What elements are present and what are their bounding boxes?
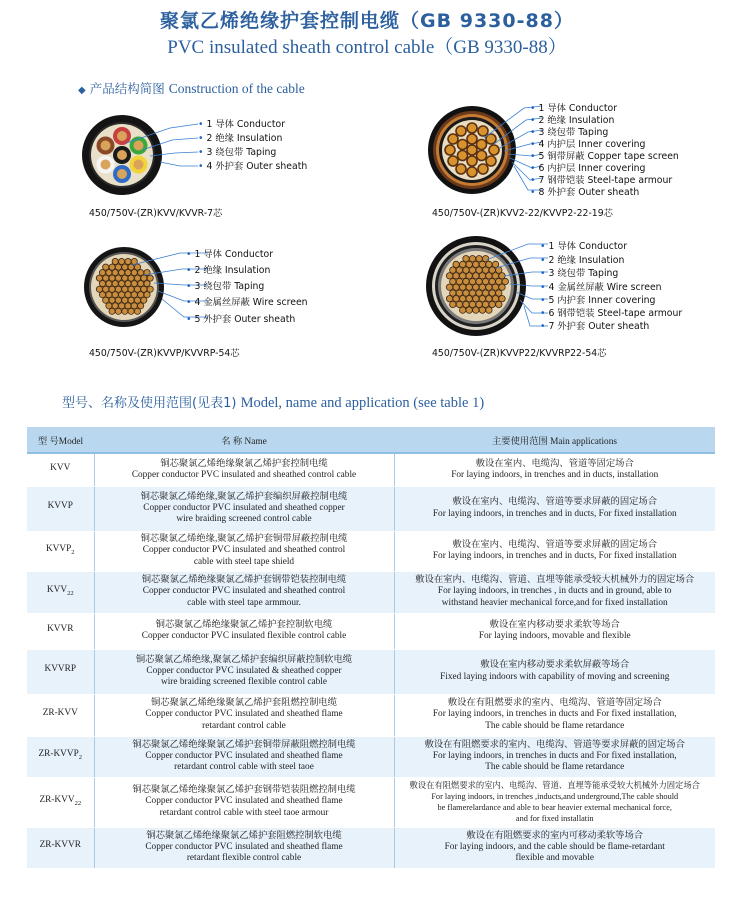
header-application: 主要使用范围 Main applications	[394, 427, 715, 453]
model-cell: $KVVP_2$	[27, 531, 94, 571]
name-cell: 铜芯聚氯乙烯绝缘聚氯乙烯护套控制电缆 Copper conductor PVC insulated and sheathed control cable	[94, 453, 394, 486]
model-cell: KVVR	[27, 613, 94, 649]
name-cell: 铜芯聚氯乙烯绝缘,聚氯乙烯护套编织屏蔽控制软电缆 Copper conductor PVC insulated & sheathed copper wire braiding screened flexible control cable	[94, 649, 394, 694]
cable2-label-4: • 4 内护层 Inner covering	[530, 139, 646, 150]
application-cell: 敷设在有阻燃要求的室内可移动柔软等场合 For laying indoors, and the cable should be flame-retardant flexible and movable	[394, 827, 715, 868]
table-row	[27, 827, 715, 868]
table-row	[27, 486, 715, 531]
cable2-label-5: • 5 铜带屏蔽 Copper tape screen	[530, 151, 679, 162]
header-name: 名 称 Name	[94, 427, 394, 453]
table-row	[27, 777, 715, 827]
cable2-label-6: • 6 内护层 Inner covering	[530, 163, 646, 174]
models-heading	[62, 392, 484, 412]
cable2-label-1: • 1 导体 Conductor	[530, 103, 618, 114]
construction-heading-en: Construction of the cable	[168, 81, 305, 96]
page-title-en: PVC insulated sheath control cable（GB 9330-88）	[167, 37, 567, 58]
name-cell: 铜芯聚氯乙烯绝缘聚氯乙烯护套阻燃控制软电缆 Copper conductor PVC insulated and sheathed flame retardant flexible control cable	[94, 827, 394, 868]
construction-heading	[78, 79, 305, 97]
cable2-label-8: • 8 外护套 Outer sheath	[530, 187, 640, 198]
name-cell: 铜芯聚氯乙烯绝缘,聚氯乙烯护套编织屏蔽控制电缆 Copper conductor PVC insulated and sheathed copper wire braiding screened control cable	[94, 486, 394, 531]
application-cell: 敷设在室内、电缆沟、管道、直埋等能承受较大机械外力的固定场合 For laying indoors, in trenches , in ducts and in ground, able to withstand heavier mechanical force,and for fixed installation	[394, 571, 715, 613]
models-heading-cn: 型号、名称及使用范围(见表1)	[62, 396, 237, 411]
diamond-icon: ◆	[78, 85, 86, 96]
page-title-cn: 聚氯乙烯绝缘护套控制电缆（GB 9330-88）	[160, 10, 574, 32]
name-cell: 铜芯聚氯乙烯绝缘,聚氯乙烯护套铜带屏蔽控制电缆 Copper conductor PVC insulated and sheathed control cable with steel tape shield	[94, 531, 394, 571]
cable4-label-2: • 2 绝缘 Insulation	[540, 255, 625, 266]
name-cell: 铜芯聚氯乙烯绝缘聚氯乙烯护套阻燃控制电缆 Copper conductor PVC insulated and sheathed flame retardant control cable	[94, 694, 394, 736]
application-cell: 敷设在室内移动要求柔软等场合 For laying indoors, movable and flexible	[394, 613, 715, 649]
application-cell: 敷设在室内、电缆沟、管道等要求屏蔽的固定场合 For laying indoors, in trenches and in ducts, For fixed installation	[394, 486, 715, 531]
cable4-label-6: • 6 钢带铠装 Steel-tape armour	[540, 308, 683, 319]
cable1-label-2: • 2 绝缘 Insulation	[198, 133, 283, 144]
cable3-label-1: • 1 导体 Conductor	[186, 249, 274, 260]
table-row	[27, 531, 715, 571]
cable1-label-3: • 3 绕包带 Taping	[198, 147, 277, 158]
table-header-row	[27, 427, 715, 453]
cable4-label-4: • 4 金属丝屏蔽 Wire screen	[540, 282, 662, 293]
application-cell: 敷设在室内移动要求柔软屏蔽等场合 Fixed laying indoors with capability of moving and screening	[394, 649, 715, 694]
application-cell: 敷设在有阻燃要求的室内、电缆沟、管道、直埋等能承受较大机械外力固定场合 For laying indoors, in trenches ,inducts,and underground,The cable should be flamerelardance and able to bear heavier external mechanical force, and for fixed installatin	[394, 777, 715, 827]
cable4-caption: 450/750V-(ZR)KVVP22/KVVRP22-54芯	[432, 348, 607, 359]
cable4-label-1: • 1 导体 Conductor	[540, 241, 628, 252]
name-cell: 铜芯聚氯乙烯绝缘聚氯乙烯护套钢带铠装阻燃控制电缆 Copper conductor PVC insulated and sheathed flame retardant control cable with steel taoe armour	[94, 777, 394, 827]
table-row	[27, 694, 715, 736]
cable4-label-5: • 5 内护套 Inner covering	[540, 295, 656, 306]
model-cell: $ZR-KVVP_2$	[27, 736, 94, 777]
model-cell: $ZR-KVV_{22}$	[27, 777, 94, 827]
model-cell: KVVRP	[27, 649, 94, 694]
name-cell: 铜芯聚氯乙烯绝缘聚氯乙烯护套钢带铠装控制电缆 Copper conductor PVC insulated and sheathed control cable with steel tape armmour.	[94, 571, 394, 613]
application-cell: 敷设在有阻燃要求的室内、电缆沟、管道等固定场合 For laying indoors, in trenches in ducts and For fixed installation, The cable should be flame retardance	[394, 694, 715, 736]
cable3-label-5: • 5 外护套 Outer sheath	[186, 314, 296, 325]
cable2-label-2: • 2 绝缘 Insulation	[530, 115, 615, 126]
cable1-label-1: • 1 导体 Conductor	[198, 119, 286, 130]
model-cell: ZR-KVVR	[27, 827, 94, 868]
cable3-label-2: • 2 绝缘 Insulation	[186, 265, 271, 276]
header-model: 型 号Model	[27, 427, 94, 453]
table-row	[27, 736, 715, 777]
name-cell: 铜芯聚氯乙烯绝缘聚氯乙烯护套控制软电缆 Copper conductor PVC insulated flexible control cable	[94, 613, 394, 649]
cable-diagram-kvvp22-54core	[424, 232, 549, 342]
name-cell: 铜芯聚氯乙烯绝缘聚氯乙烯护套铜带屏蔽阻燃控制电缆 Copper conductor PVC insulated and sheathed flame retardant control cable with steel taoe	[94, 736, 394, 777]
application-cell: 敷设在室内、电缆沟、管道等固定场合 For laying indoors, in trenches and in ducts, installation	[394, 453, 715, 486]
cable4-label-3: • 3 绕包带 Taping	[540, 268, 619, 279]
model-cell: ZR-KVV	[27, 694, 94, 736]
model-cell: $KVV_{22}$	[27, 571, 94, 613]
cable2-caption: 450/750V-(ZR)KVV2-22/KVVP2-22-19芯	[432, 208, 613, 219]
cable3-caption: 450/750V-(ZR)KVVP/KVVRP-54芯	[89, 348, 240, 359]
table-row	[27, 571, 715, 613]
cable-diagram-kvv22-19core	[424, 100, 544, 200]
models-heading-en: Model, name and application (see table 1)	[240, 395, 485, 411]
model-table	[27, 427, 715, 869]
construction-heading-cn: 产品结构简图	[89, 81, 165, 96]
cable1-caption: 450/750V-(ZR)KVV/KVVR-7芯	[89, 208, 223, 219]
cable4-label-7: • 7 外护套 Outer sheath	[540, 321, 650, 332]
model-cell: KVVP	[27, 486, 94, 531]
application-cell: 敷设在室内、电缆沟、管道等要求屏蔽的固定场合 For laying indoors, in trenches and in ducts, For fixed installation	[394, 531, 715, 571]
cable1-label-4: • 4 外护套 Outer sheath	[198, 161, 308, 172]
cable3-label-3: • 3 绕包带 Taping	[186, 281, 265, 292]
table-row	[27, 453, 715, 486]
table-row	[27, 613, 715, 649]
cable2-label-7: • 7 钢带铠装 Steel-tape armour	[530, 175, 673, 186]
model-cell: KVV	[27, 453, 94, 486]
application-cell: 敷设在有阻燃要求的室内、电缆沟、管道等要求屏蔽的固定场合 For laying indoors, in trenches in ducts and For fixed installation, The cable should be flame retardance	[394, 736, 715, 777]
cable2-label-3: • 3 绕包带 Taping	[530, 127, 609, 138]
cable3-label-4: • 4 金属丝屏蔽 Wire screen	[186, 297, 308, 308]
table-row	[27, 649, 715, 694]
